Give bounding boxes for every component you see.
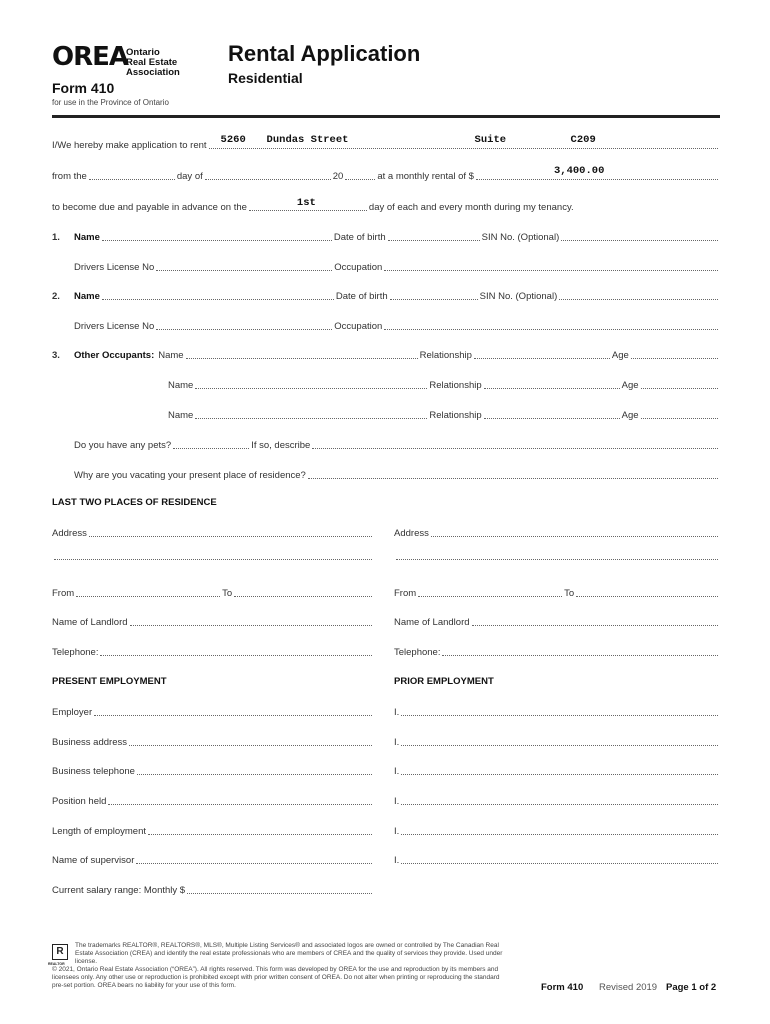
residence-2-telephone-label: Telephone: xyxy=(394,647,441,658)
vacating-line xyxy=(74,470,720,481)
residence-2-from-field[interactable] xyxy=(418,595,562,597)
residence-1-address-label: Address xyxy=(52,528,87,539)
from-day-field[interactable] xyxy=(89,178,175,180)
occupant-3-relationship-label: Relationship xyxy=(429,410,482,421)
applicant-2-sin-label: SIN No. (Optional) xyxy=(479,291,558,302)
residence-1-address-line xyxy=(52,528,374,539)
present-position-label: Position held xyxy=(52,796,107,807)
prior-length-marker: I. xyxy=(394,826,400,837)
residence-1-address-field[interactable] xyxy=(89,535,372,537)
present-employer-field[interactable] xyxy=(94,714,372,716)
occupant-3-line xyxy=(168,410,720,421)
present-business-address-line xyxy=(52,737,374,748)
residence-heading: LAST TWO PLACES OF RESIDENCE xyxy=(52,497,217,508)
occupant-2-name-label: Name xyxy=(168,380,194,391)
present-length-label: Length of employment xyxy=(52,826,147,837)
trademark-notice: The trademarks REALTOR®, REALTORS®, MLS®, Multiple Listing Services® and associated logos are owned or controlled by The Canadian Real Estate Association (CREA) and identify the real estate professionals who are members of CREA and the quality of services they provide. Used under license. xyxy=(75,942,503,965)
orea-logo-subtext xyxy=(126,48,180,78)
residence-2-address-field[interactable] xyxy=(431,535,718,537)
applicant-1-sin-label: SIN No. (Optional) xyxy=(481,232,560,243)
present-business-telephone-field[interactable] xyxy=(137,773,372,775)
occupant-3-name-label: Name xyxy=(168,410,194,421)
from-year-field[interactable] xyxy=(345,178,375,180)
residence-1-from-label: From xyxy=(52,588,75,599)
day-each-label: day of each and every month during my tenancy. xyxy=(368,202,574,213)
applicant-2-occupation-label: Occupation xyxy=(334,321,383,332)
prior-length-field[interactable] xyxy=(401,833,718,835)
residence-2-from-label: From xyxy=(394,588,417,599)
vacating-label: Why are you vacating your present place of residence? xyxy=(74,470,306,481)
pets-describe-label: If so, describe xyxy=(251,440,311,451)
occupant-2-relationship-field[interactable] xyxy=(484,387,620,389)
residence-1-landlord-line xyxy=(52,617,374,628)
prior-supervisor-marker: I. xyxy=(394,855,400,866)
prior-business-telephone-line xyxy=(394,766,720,777)
residence-1-telephone-line xyxy=(52,647,374,658)
occupant-1-name-field[interactable] xyxy=(186,357,418,359)
copyright-notice: © 2021, Ontario Real Estate Association (“OREA”). All rights reserved. This form was developed by OREA for the use and reproduction by its members and licensees only. Any other use or reproduction is prohibited except with prior written consent of OREA. Do not alter when printing or reproducing the standard pre-set portion. OREA bears no liability for your use of this form. xyxy=(52,966,500,989)
rent-label: I/We hereby make application to rent xyxy=(52,140,207,151)
footer-revised: Revised 2019 xyxy=(599,982,658,993)
applicant-1-dob-field[interactable] xyxy=(388,239,480,241)
applicant-2-number: 2. xyxy=(52,291,60,302)
applicant-2-license-line xyxy=(74,321,720,332)
applicant-1-license-field[interactable] xyxy=(156,269,332,271)
applicant-1-name-field[interactable] xyxy=(102,239,332,241)
present-employment-heading: PRESENT EMPLOYMENT xyxy=(52,676,167,687)
prior-employer-field[interactable] xyxy=(401,714,718,716)
present-business-address-field[interactable] xyxy=(129,744,372,746)
residence-2-landlord-line xyxy=(394,617,720,628)
applicant-2-name-line xyxy=(52,291,720,302)
orea-logo xyxy=(52,42,180,78)
occupant-1-name-label: Name xyxy=(158,350,184,361)
province-note: for use in the Province of Ontario xyxy=(52,98,169,107)
vacating-field[interactable] xyxy=(308,477,718,479)
residence-2-dates-line xyxy=(394,588,720,599)
pets-field[interactable] xyxy=(173,447,249,449)
residence-2-landlord-field[interactable] xyxy=(472,624,718,626)
residence-1-from-field[interactable] xyxy=(76,595,220,597)
page-title: Rental Application xyxy=(228,41,421,66)
orea-logo-mark: OREA xyxy=(52,42,129,72)
occupant-1-age-field[interactable] xyxy=(631,357,718,359)
present-business-telephone-line xyxy=(52,766,374,777)
occupant-3-age-field[interactable] xyxy=(641,417,718,419)
unit-type-value: Suite xyxy=(474,134,507,146)
from-month-field[interactable] xyxy=(205,178,331,180)
residence-1-to-field[interactable] xyxy=(234,595,372,597)
due-day-field[interactable] xyxy=(249,197,367,211)
applicant-2-name-label: Name xyxy=(74,291,100,302)
header-divider xyxy=(52,115,720,118)
due-label: to become due and payable in advance on the xyxy=(52,202,247,213)
pets-line xyxy=(74,440,720,451)
applicant-1-occupation-field[interactable] xyxy=(384,269,718,271)
applicant-1-dob-label: Date of birth xyxy=(333,232,386,243)
present-supervisor-line xyxy=(52,855,374,866)
realtor-logo-icon: R xyxy=(52,944,68,960)
prior-position-field[interactable] xyxy=(401,803,718,805)
residence-1-landlord-label: Name of Landlord xyxy=(52,617,128,628)
due-day-value: 1st xyxy=(296,197,316,209)
occupants-number: 3. xyxy=(52,350,60,361)
prior-employer-line xyxy=(394,707,720,718)
applicant-2-dob-label: Date of birth xyxy=(335,291,388,302)
prior-supervisor-line xyxy=(394,855,720,866)
prior-supervisor-field[interactable] xyxy=(401,862,718,864)
footer-page-number: Page 1 of 2 xyxy=(666,982,717,993)
occupant-2-age-label: Age xyxy=(621,380,639,391)
prior-employment-heading: PRIOR EMPLOYMENT xyxy=(394,676,494,687)
street-value: Dundas Street xyxy=(266,134,349,146)
applicant-2-license-field[interactable] xyxy=(156,328,332,330)
residence-2-address-label: Address xyxy=(394,528,429,539)
occupant-2-age-field[interactable] xyxy=(641,387,718,389)
residence-2-telephone-line xyxy=(394,647,720,658)
residence-1-telephone-field[interactable] xyxy=(100,654,372,656)
applicant-1-occupation-label: Occupation xyxy=(334,262,383,273)
from-label: from the xyxy=(52,171,87,182)
realtor-logo-label: REALTOR xyxy=(48,962,65,966)
present-length-line xyxy=(52,826,374,837)
year-label: 20 xyxy=(332,171,344,182)
applicant-2-name-field[interactable] xyxy=(102,298,334,300)
residence-2-telephone-field[interactable] xyxy=(442,654,718,656)
residence-1-address-field-2[interactable] xyxy=(54,558,372,560)
monthly-rental-field[interactable] xyxy=(476,165,718,180)
logo-line-2: Association xyxy=(126,67,180,78)
present-employer-line xyxy=(52,707,374,718)
prior-business-telephone-field[interactable] xyxy=(401,773,718,775)
present-supervisor-field[interactable] xyxy=(136,862,372,864)
due-line xyxy=(52,197,600,213)
prior-length-line xyxy=(394,826,720,837)
present-position-field[interactable] xyxy=(108,803,372,805)
residence-2-landlord-label: Name of Landlord xyxy=(394,617,470,628)
present-employer-label: Employer xyxy=(52,707,93,718)
residence-2-address-line xyxy=(394,528,720,539)
address-number-value: 5260 xyxy=(220,134,246,146)
monthly-rental-value: 3,400.00 xyxy=(553,165,605,177)
salary-label: Current salary range: Monthly $ xyxy=(52,885,186,896)
residence-1-address-line-2 xyxy=(52,558,374,562)
salary-line xyxy=(52,885,374,896)
present-supervisor-label: Name of supervisor xyxy=(52,855,135,866)
applicant-2-sin-field[interactable] xyxy=(559,298,718,300)
prior-business-address-line xyxy=(394,737,720,748)
applicant-2-license-label: Drivers License No xyxy=(74,321,155,332)
occupant-2-name-field[interactable] xyxy=(195,387,427,389)
rental-address-field[interactable] xyxy=(209,134,718,149)
occupant-1-relationship-label: Relationship xyxy=(419,350,472,361)
present-business-address-label: Business address xyxy=(52,737,127,748)
prior-position-line xyxy=(394,796,720,807)
residence-2-address-line-2 xyxy=(394,558,720,562)
applicant-2-occupation-field[interactable] xyxy=(384,328,718,330)
applicant-1-sin-field[interactable] xyxy=(561,239,718,241)
pets-describe-field[interactable] xyxy=(312,447,718,449)
pets-label: Do you have any pets? xyxy=(74,440,172,451)
salary-field[interactable] xyxy=(187,892,372,894)
footer-form-number: Form 410 xyxy=(541,982,584,993)
residence-2-address-field-2[interactable] xyxy=(396,558,718,560)
occupant-3-name-field[interactable] xyxy=(195,417,427,419)
applicant-1-license-line xyxy=(74,262,720,273)
day-of-label: day of xyxy=(176,171,203,182)
present-business-telephone-label: Business telephone xyxy=(52,766,135,777)
prior-business-address-field[interactable] xyxy=(401,744,718,746)
monthly-rental-label: at a monthly rental of $ xyxy=(377,171,474,182)
from-line xyxy=(52,165,720,182)
form-number: Form 410 xyxy=(52,80,115,96)
prior-employer-marker: I. xyxy=(394,707,400,718)
residence-2-to-label: To xyxy=(564,588,575,599)
page-subtitle: Residential xyxy=(228,70,303,86)
occupant-1-relationship-field[interactable] xyxy=(474,357,610,359)
occupant-3-relationship-field[interactable] xyxy=(484,417,620,419)
occupant-2-line xyxy=(168,380,720,391)
residence-1-dates-line xyxy=(52,588,374,599)
occupant-3-age-label: Age xyxy=(621,410,639,421)
applicant-1-name-line xyxy=(52,232,720,243)
occupant-1-age-label: Age xyxy=(611,350,629,361)
applicant-2-dob-field[interactable] xyxy=(390,298,478,300)
residence-1-telephone-label: Telephone: xyxy=(52,647,99,658)
residence-2-to-field[interactable] xyxy=(576,595,718,597)
applicant-1-number: 1. xyxy=(52,232,60,243)
residence-1-landlord-field[interactable] xyxy=(130,624,372,626)
logo-line-1: Ontario Real Estate xyxy=(126,47,178,68)
occupants-heading: Other Occupants: xyxy=(74,350,155,361)
applicant-1-license-label: Drivers License No xyxy=(74,262,155,273)
residence-1-to-label: To xyxy=(222,588,233,599)
unit-value: C209 xyxy=(570,134,596,146)
applicant-1-name-label: Name xyxy=(74,232,100,243)
prior-business-telephone-marker: I. xyxy=(394,766,400,777)
rent-line xyxy=(52,134,720,151)
prior-position-marker: I. xyxy=(394,796,400,807)
present-length-field[interactable] xyxy=(148,833,372,835)
prior-business-address-marker: I. xyxy=(394,737,400,748)
occupant-2-relationship-label: Relationship xyxy=(429,380,482,391)
occupant-1-line xyxy=(52,350,720,361)
present-position-line xyxy=(52,796,374,807)
